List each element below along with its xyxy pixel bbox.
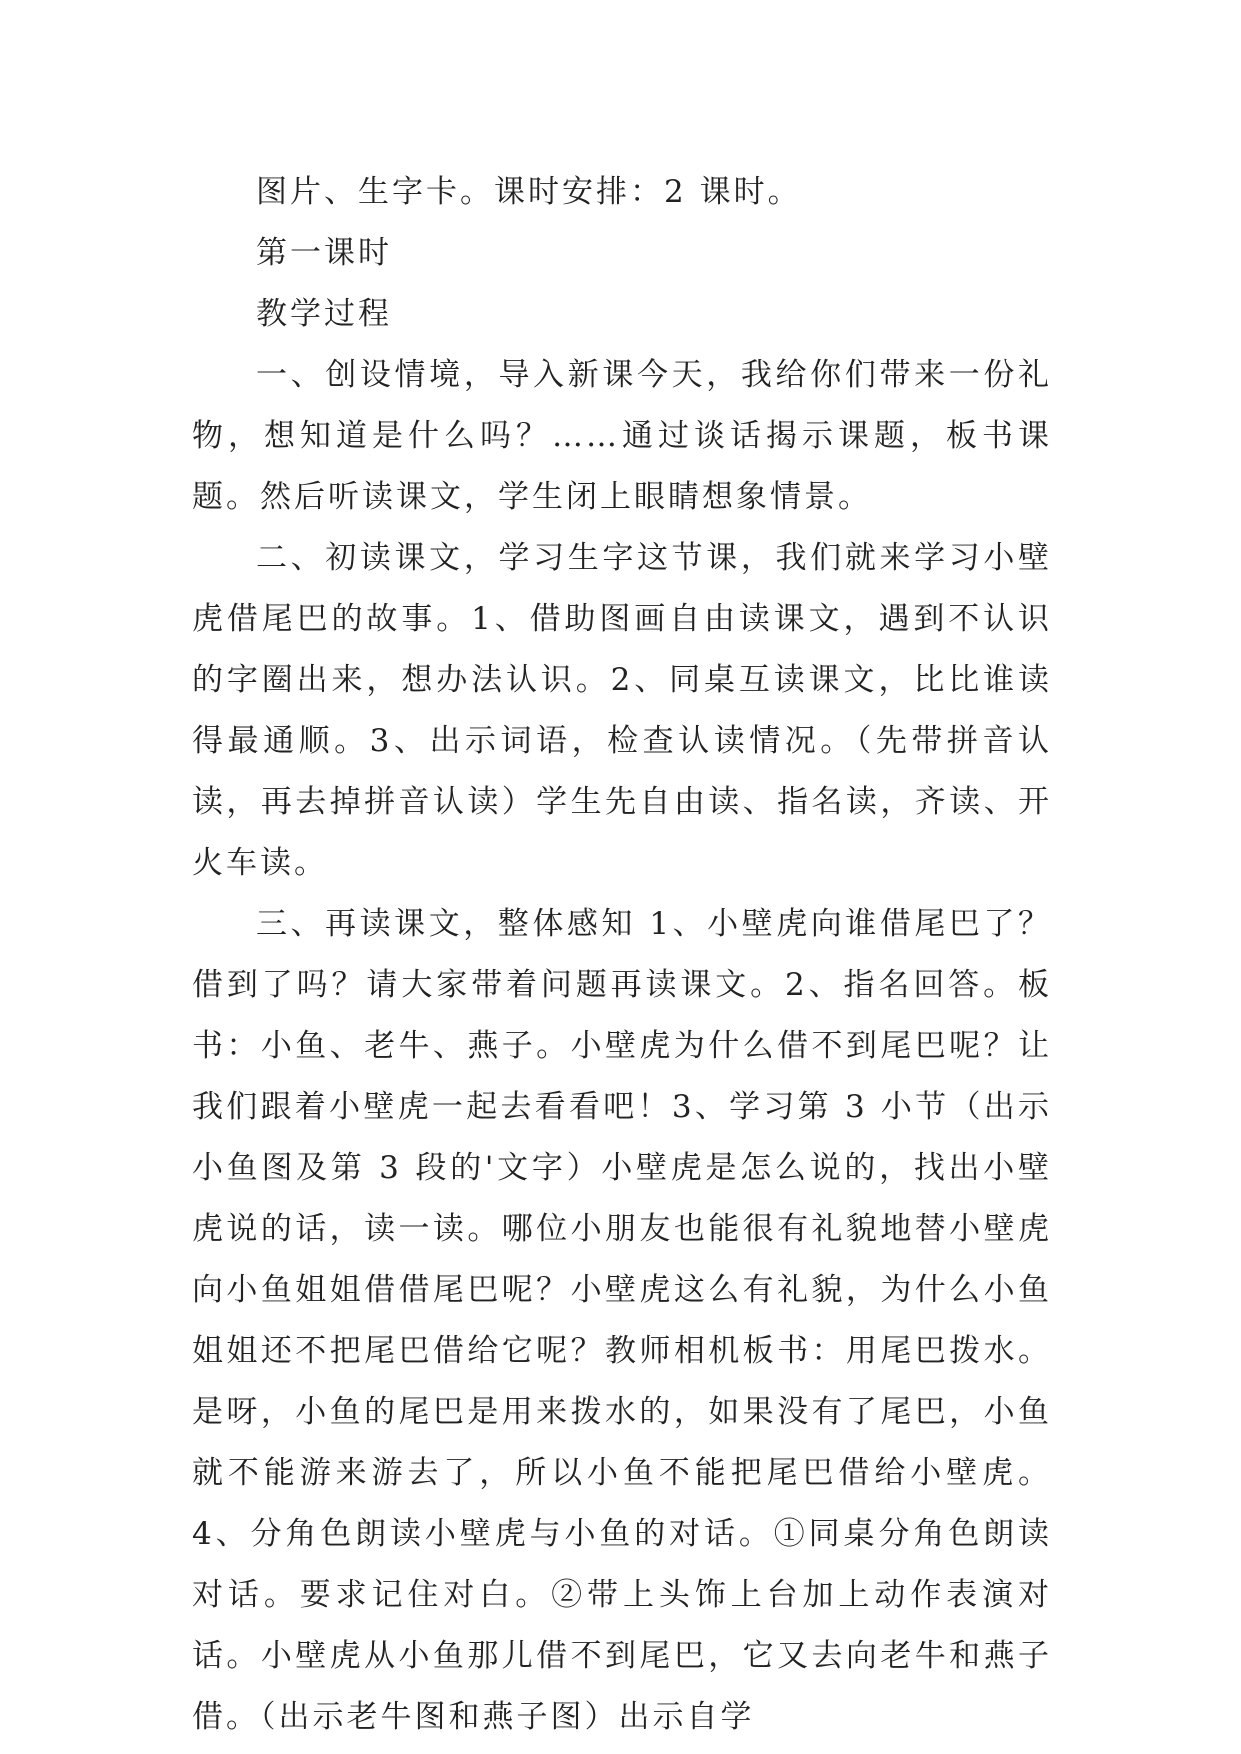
paragraph-lesson-title: 第一课时 [256,235,392,271]
paragraph-step-three: 三、再读课文，整体感知 1、小壁虎向谁借尾巴了？借到了吗？请大家带着问题再读课文。2、指名回答。板书：小鱼、老牛、燕子。小壁虎为什么借不到尾巴呢？让我们跟着小壁虎一起去看看吧！3、学习第 3 小节（出示小鱼图及第 3 段的'文字）小壁虎是怎么说的，找出小壁虎说的话，读一读。哪位小朋友也能很有礼貌地替小壁虎向小鱼姐姐借借尾巴呢？小壁虎这么有礼貌，为什么小鱼姐姐还不把尾巴借给它呢？教师相机板书：用尾巴拨水。是呀，小鱼的尾巴是用来拨水的，如果没有了尾巴，小鱼就不能游来游去了，所以小鱼不能把尾巴借给小壁虎。4、分角色朗读小壁虎与小鱼的对话。①同桌分角色朗读对话。要求记住对白。②带上头饰上台加上动作表演对话。小壁虎从小鱼那儿借不到尾巴，它又去向老牛和燕子借。（出示老牛图和燕子图）出示自学 [192,906,1052,1735]
document-body [192,162,1052,1748]
paragraph-materials: 图片、生字卡。课时安排：2 课时。 [256,174,802,210]
paragraph-process-heading: 教学过程 [256,296,392,332]
paragraph-step-two: 二、初读课文，学习生字这节课，我们就来学习小壁虎借尾巴的故事。1、借助图画自由读课文，遇到不认识的字圈出来，想办法认识。2、同桌互读课文，比比谁读得最通顺。3、出示词语，检查认读情况。（先带拼音认读，再去掉拼音认读）学生先自由读、指名读，齐读、开火车读。 [192,540,1052,881]
paragraph-step-one: 一、创设情境，导入新课今天，我给你们带来一份礼物，想知道是什么吗？……通过谈话揭示课题，板书课题。然后听读课文，学生闭上眼睛想象情景。 [192,357,1052,515]
